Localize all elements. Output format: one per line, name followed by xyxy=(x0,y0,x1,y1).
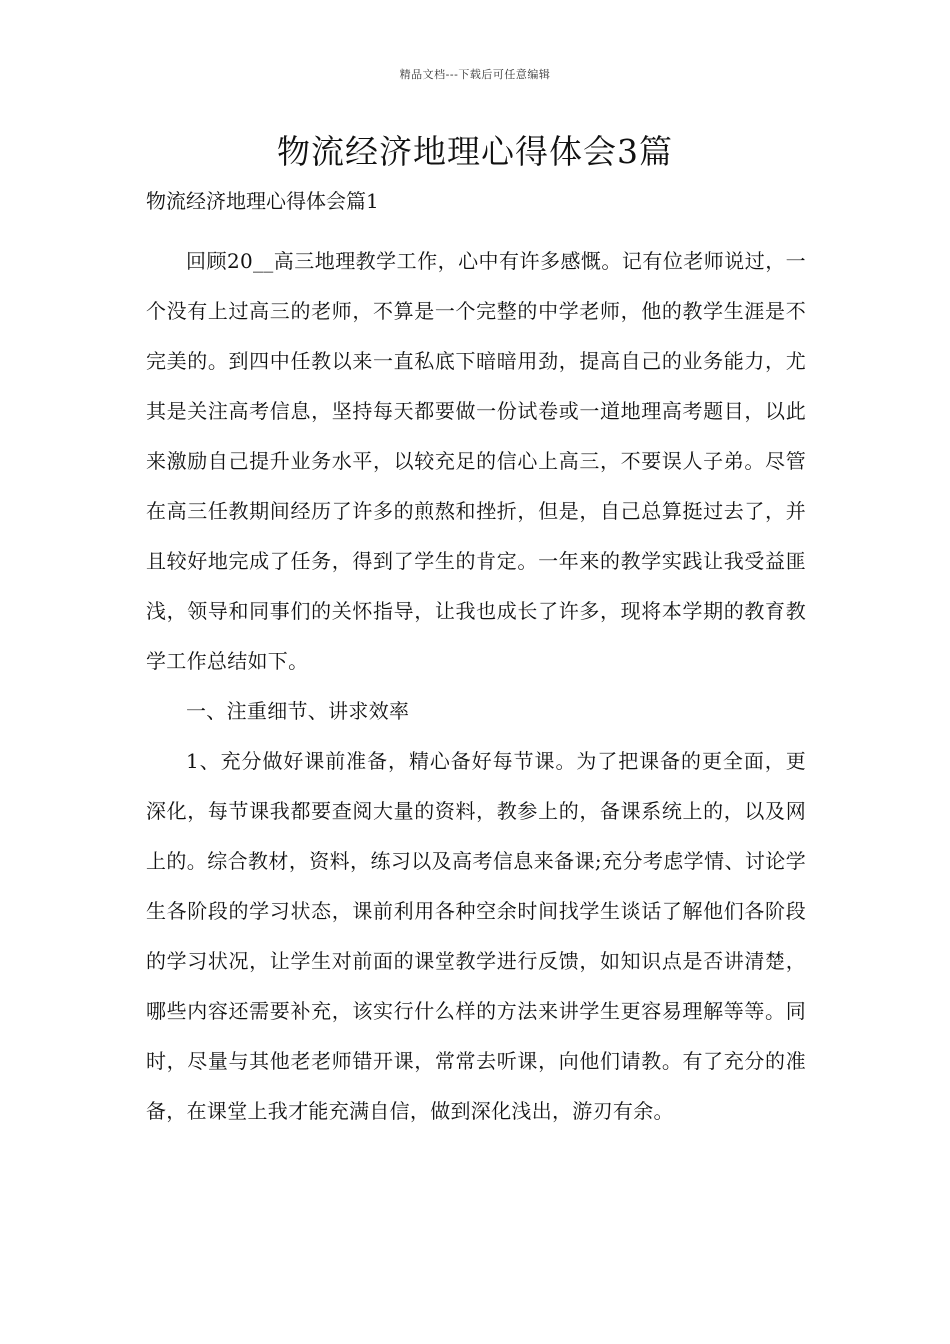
document-body xyxy=(146,236,806,1136)
paragraph-point-1: 1、充分做好课前准备，精心备好每节课。为了把课备的更全面，更深化，每节课我都要查阅大量的资料，教参上的，备课系统上的，以及网上的。综合教材，资料，练习以及高考信息来备课;充分考虑学情、讨论学生各阶段的学习状态，课前利用各种空余时间找学生谈话了解他们各阶段的学习状况，让学生对前面的课堂教学进行反馈，如知识点是否讲清楚，哪些内容还需要补充，该实行什么样的方法来讲学生更容易理解等等。同时，尽量与其他老老师错开课，常常去听课，向他们请教。有了充分的准备，在课堂上我才能充满自信，做到深化浅出，游刃有余。 xyxy=(146,749,806,1123)
section-title: 物流经济地理心得体会篇1 xyxy=(146,189,379,213)
document-title: 物流经济地理心得体会3篇 xyxy=(277,132,673,171)
paragraph-intro: 回顾20__高三地理教学工作，心中有许多感慨。记有位老师说过，一个没有上过高三的老师，不算是一个完整的中学老师，他的教学生涯是不完美的。到四中任教以来一直私底下暗暗用劲，提高自己的业务能力，尤其是关注高考信息，坚持每天都要做一份试卷或一道地理高考题目，以此来激励自己提升业务水平，以较充足的信心上高三，不要误人子弟。尽管在高三任教期间经历了许多的煎熬和挫折，但是，自己总算挺过去了，并且较好地完成了任务，得到了学生的肯定。一年来的教学实践让我受益匪浅，领导和同事们的关怀指导，让我也成长了许多，现将本学期的教育教学工作总结如下。 xyxy=(146,249,806,673)
header-note: 精品文档---下载后可任意编辑 xyxy=(399,68,551,81)
paragraph-heading-1: 一、注重细节、讲求效率 xyxy=(186,699,410,723)
